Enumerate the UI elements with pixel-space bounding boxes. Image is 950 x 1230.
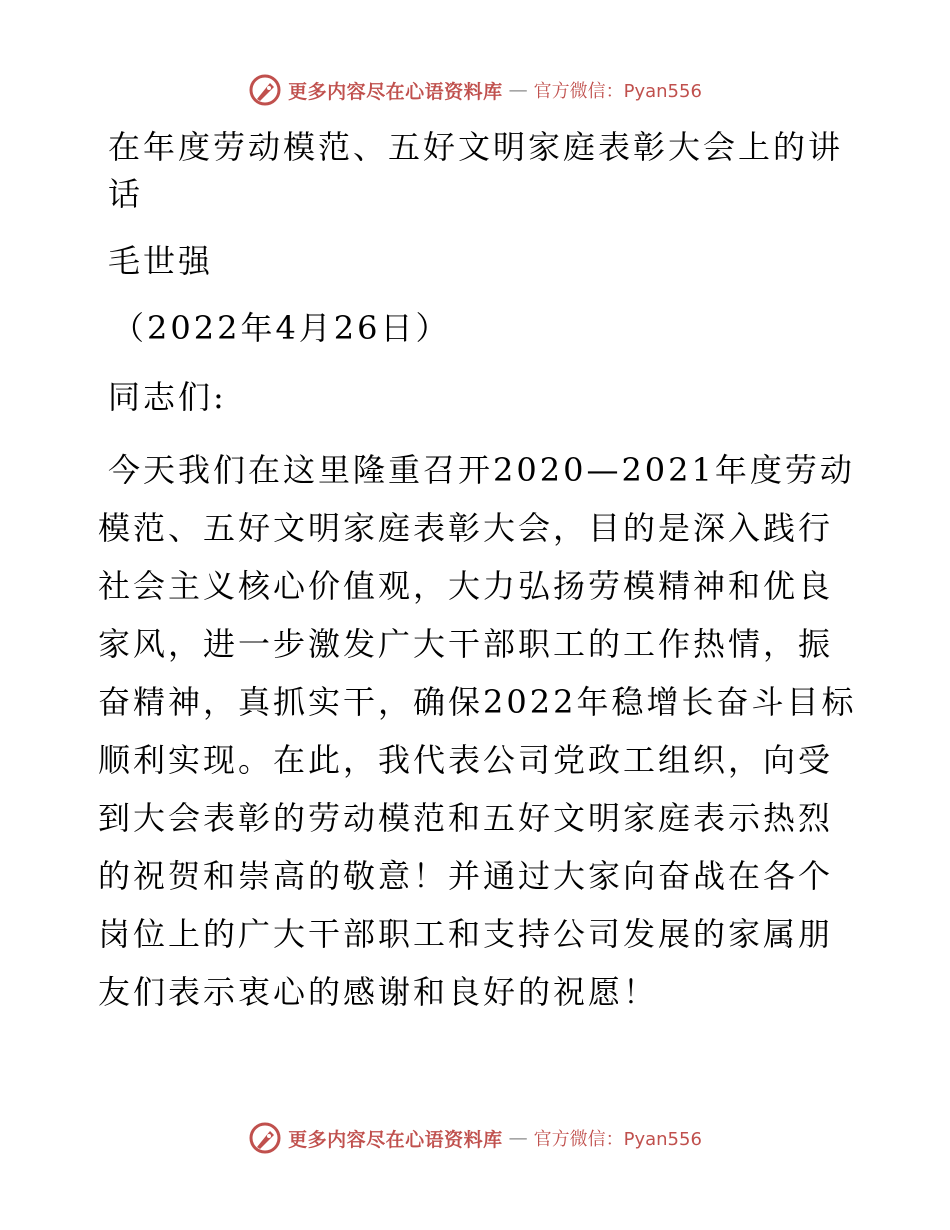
watermark-separator: —: [508, 1127, 528, 1149]
pen-nib-circle-icon: [248, 73, 282, 107]
document-body: [98, 124, 858, 1021]
document-date: （2022年4月26日）: [112, 309, 451, 347]
footer-watermark: [0, 1118, 950, 1158]
document-title: 在年度劳动模范、五好文明家庭表彰大会上的讲话: [108, 128, 844, 213]
watermark-site-text: 更多内容尽在心语资料库: [288, 1128, 503, 1151]
document-author: 毛世强: [108, 242, 214, 280]
pen-nib-circle-icon: [248, 1121, 282, 1155]
header-watermark: [0, 70, 950, 110]
watermark-wechat-text: 官方微信：Pyan556: [533, 81, 702, 102]
document-greeting: 同志们:: [108, 378, 227, 416]
watermark-separator: —: [508, 79, 528, 101]
body-paragraph: 今天我们在这里隆重召开2020—2021年度劳动模范、五好文明家庭表彰大会，目的是深入践行社会主义核心价值观，大力弘扬劳模精神和优良家风，进一步激发广大干部职工的工作热情，振奋精神，真抓实干，确保2022年稳增长奋斗目标顺利实现。在此，我代表公司党政工组织，向受到大会表彰的劳动模范和五好文明家庭表示热烈的祝贺和崇高的敬意！并通过大家向奋战在各个岗位上的广大干部职工和支持公司发展的家属朋友们表示衷心的感谢和良好的祝愿！: [98, 451, 857, 1011]
watermark-wechat-text: 官方微信：Pyan556: [533, 1129, 702, 1150]
watermark-site-text: 更多内容尽在心语资料库: [288, 80, 503, 103]
